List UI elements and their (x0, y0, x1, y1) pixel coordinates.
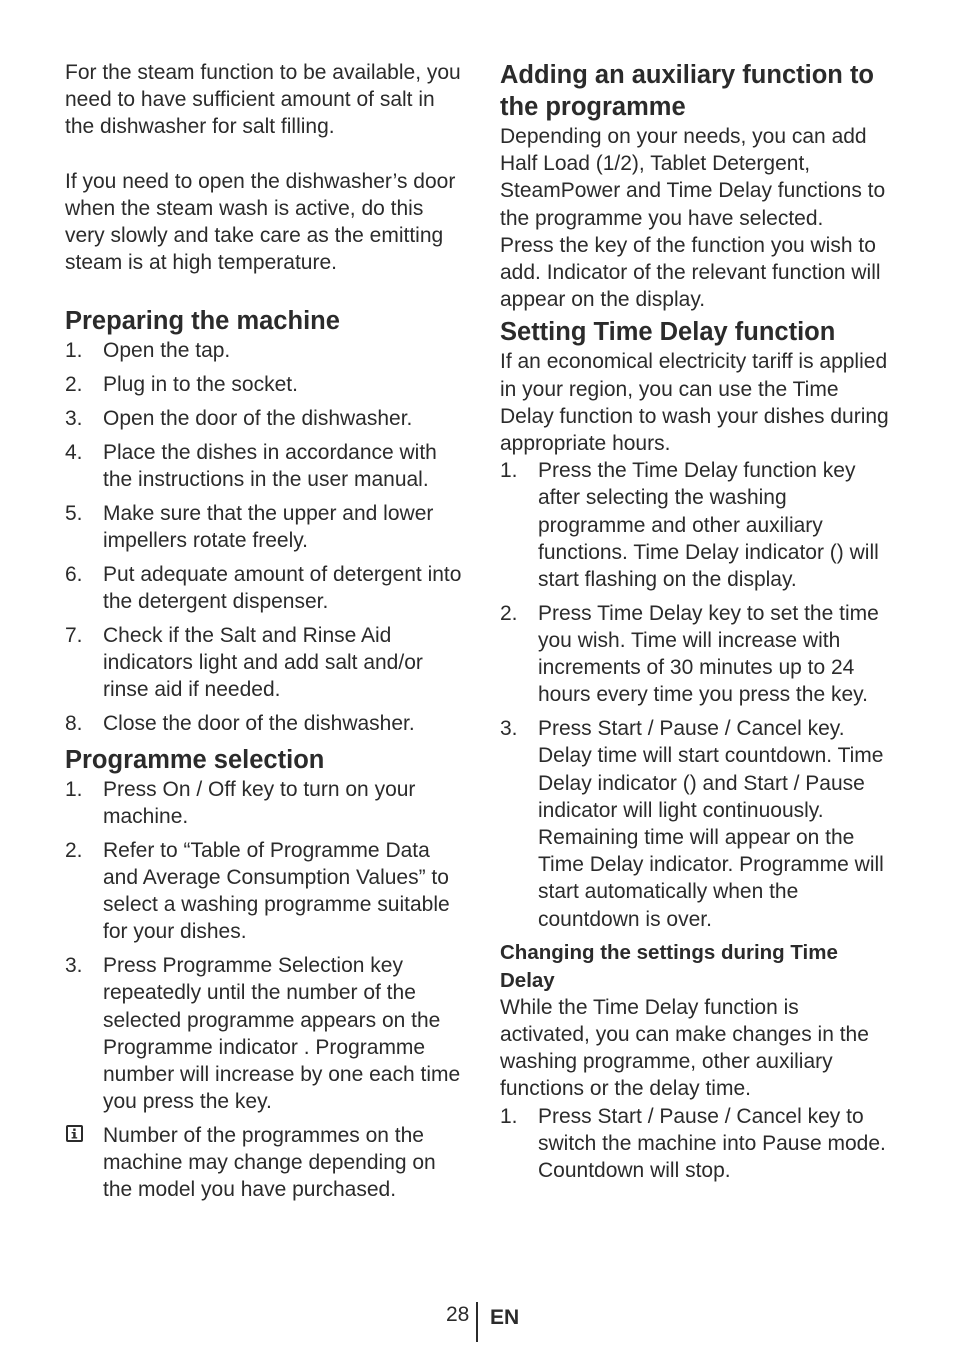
list-item (65, 371, 465, 398)
list-item (65, 337, 465, 364)
list-item (65, 710, 465, 737)
programme-list (65, 776, 465, 1116)
list-item (65, 561, 465, 615)
page-number: 28 (446, 1303, 470, 1326)
list-text: Press Start / Pause / Cancel key to switch the machine into Pause mode. Countdown will stop. (538, 1104, 886, 1183)
preparing-list (65, 337, 465, 737)
list-text: Make sure that the upper and lower impellers rotate freely. (103, 501, 434, 553)
list-number: 1. (65, 339, 83, 363)
list-number: 4. (65, 440, 83, 464)
list-number: 2. (500, 601, 518, 625)
changing-list (500, 1103, 890, 1185)
list-item (65, 405, 465, 432)
list-text: Check if the Salt and Rinse Aid indicators light and add salt and/or rinse aid if needed. (103, 623, 423, 702)
list-number: 5. (65, 501, 83, 525)
list-text: Open the door of the dishwasher. (103, 407, 413, 431)
list-text: Plug in to the socket. (103, 373, 298, 397)
preparing-heading: Preparing the machine (65, 307, 340, 336)
language-code: EN (490, 1306, 520, 1329)
list-text: Open the tap. (103, 339, 231, 363)
list-number: 2. (65, 373, 83, 397)
list-item (65, 837, 465, 946)
list-text: Press Programme Selection key repeatedly until the number of the selected programme appears on the Programme indicator . Programme number will increase by one each time you press the key. (103, 954, 461, 1114)
auxiliary-heading: Adding an auxiliary function to the programme (500, 61, 875, 121)
changing-paragraph: While the Time Delay function is activated, you can make changes in the washing programme, other auxiliary functions or the delay time. (500, 995, 869, 1101)
list-number: 3. (65, 954, 83, 978)
list-text: Place the dishes in accordance with the instructions in the user manual. (103, 440, 437, 492)
list-number: 3. (500, 717, 518, 741)
list-text: Refer to “Table of Programme Data and Average Consumption Values” to select a washing programme suitable for your dishes. (103, 838, 450, 944)
list-item (65, 439, 465, 493)
list-number: 7. (65, 623, 83, 647)
info-note (65, 1122, 465, 1204)
list-number: 2. (65, 838, 83, 862)
list-number: 1. (65, 777, 83, 801)
intro-paragraph-1: For the steam function to be available, you need to have sufficient amount of salt in the dishwasher for salt filling. (65, 61, 461, 139)
list-number: 1. (500, 1104, 518, 1128)
time-delay-list (500, 457, 890, 933)
time-delay-heading: Setting Time Delay function (500, 318, 836, 347)
programme-heading: Programme selection (65, 745, 325, 774)
list-item (65, 622, 465, 704)
list-text: Press the Time Delay function key after selecting the washing programme and other auxiliary functions. Time Delay indicator () will start flashing on the display. (538, 459, 879, 592)
right-column (500, 59, 890, 1191)
list-item (500, 457, 890, 593)
list-item (65, 776, 465, 830)
list-text: Press On / Off key to turn on your machine. (103, 777, 416, 829)
intro-paragraph-2: If you need to open the dishwasher’s door when the steam wash is active, do this very slowly and take care as the emitting steam is at high temperature. (65, 169, 456, 275)
list-item (500, 1103, 890, 1185)
auxiliary-paragraph-2: Press the key of the function you wish to add. Indicator of the relevant function will appear on the display. (500, 233, 881, 312)
note-text: Number of the programmes on the machine may change depending on the model you have purchased. (103, 1124, 436, 1202)
footer-divider (476, 1302, 478, 1342)
list-item (65, 500, 465, 554)
list-item (500, 715, 890, 933)
changing-heading: Changing the settings during Time Delay (500, 941, 838, 992)
list-number: 1. (500, 459, 518, 483)
list-number: 8. (65, 712, 83, 736)
info-icon (66, 1125, 83, 1142)
list-text: Press Start / Pause / Cancel key. Delay time will start countdown. Time Delay indicator () and Start / Pause indicator will light continuously. Remaining time will appear on the Time Delay indicator. Programme will start automatically when the countdown is over. (538, 717, 884, 931)
list-item (65, 952, 465, 1115)
list-item (500, 600, 890, 709)
left-column (65, 59, 465, 1204)
time-delay-paragraph: If an economical electricity tariff is applied in your region, you can use the Time Delay function to wash your dishes during appropriate hours. (500, 350, 889, 456)
list-number: 6. (65, 562, 83, 586)
list-text: Press Time Delay key to set the time you wish. Time will increase with increments of 30 minutes up to 24 hours every time you press the key. (538, 601, 879, 707)
list-number: 3. (65, 407, 83, 431)
list-text: Put adequate amount of detergent into the detergent dispenser. (103, 562, 462, 614)
list-text: Close the door of the dishwasher. (103, 712, 415, 736)
auxiliary-paragraph-1: Depending on your needs, you can add Half Load (1/2), Tablet Detergent, SteamPower and Time Delay functions to the programme you have selected. (500, 125, 886, 230)
